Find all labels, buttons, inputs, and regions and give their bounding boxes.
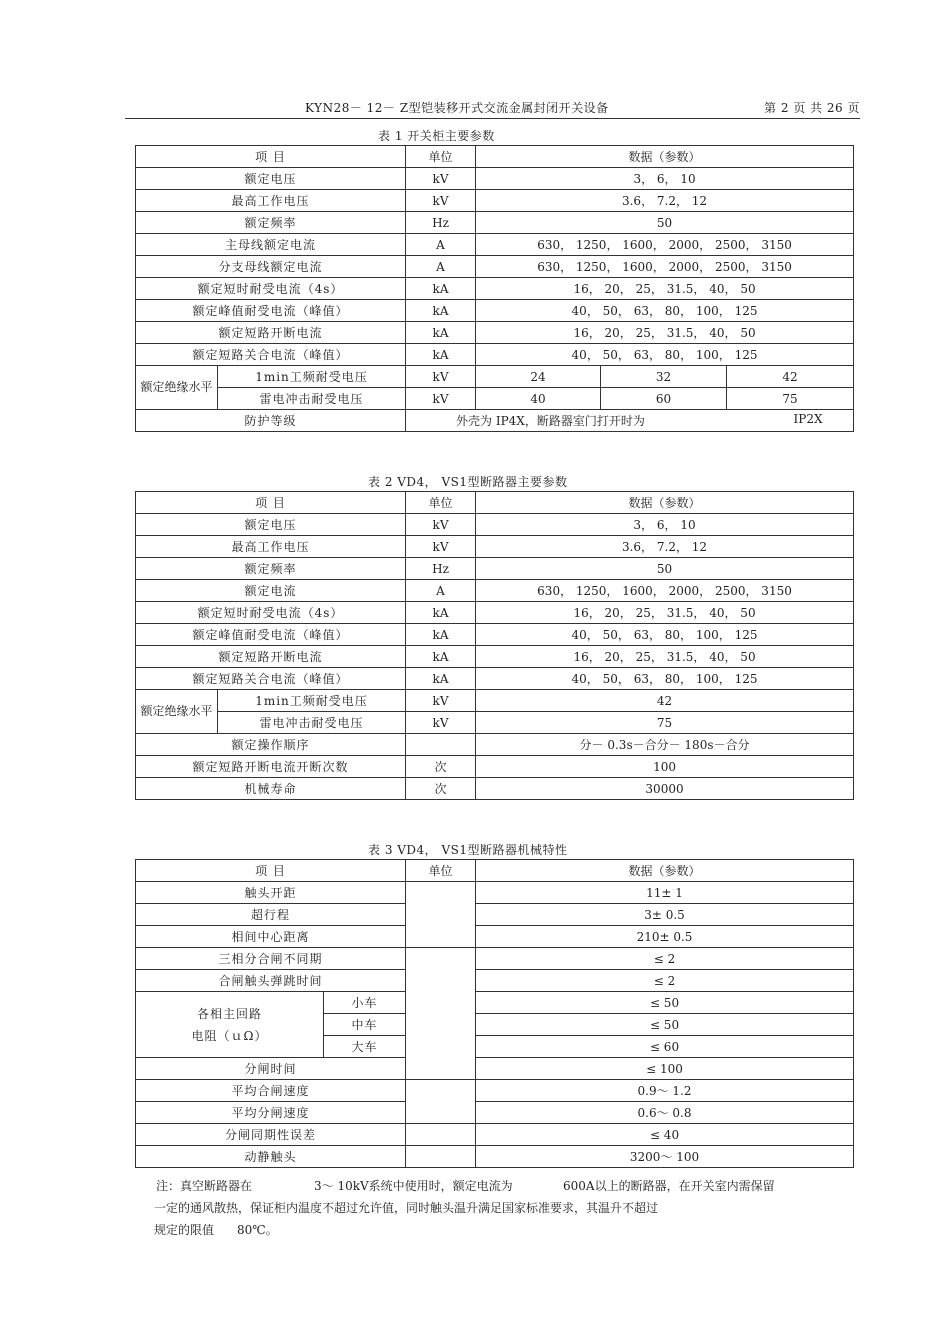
row-value: 40， 50， 63， 80， 100， 125 (476, 668, 854, 690)
row-value: 24 (476, 366, 601, 388)
row-value: 210± 0.5 (476, 926, 854, 948)
header-value: 数据（参数） (476, 492, 854, 514)
row-value: 50 (476, 212, 854, 234)
table-row (136, 580, 854, 602)
table-row (136, 1146, 854, 1168)
row-item: 动静触头 (136, 1146, 406, 1168)
table-header-row (136, 492, 854, 514)
row-value: 40， 50， 63， 80， 100， 125 (476, 300, 854, 322)
note-line-2: 一定的通风散热，保证柜内温度不超过允许值，同时触头温升满足国家标准要求，其温升不超过 (154, 1201, 659, 1215)
header-value: 数据（参数） (476, 146, 854, 168)
row-item: 额定短路关合电流（峰值） (136, 344, 406, 366)
row-value: 40 (476, 388, 601, 410)
header-item: 项 目 (136, 146, 406, 168)
table-row (136, 690, 854, 712)
table-row (136, 778, 854, 800)
row-value: 630， 1250， 1600， 2000， 2500， 3150 (476, 580, 854, 602)
row-unit: kA (406, 300, 476, 322)
row-item: 额定峰值耐受电流（峰值） (136, 624, 406, 646)
row-value: 630， 1250， 1600， 2000， 2500， 3150 (476, 234, 854, 256)
row-value: 0.6～ 0.8 (476, 1102, 854, 1124)
row-value: 30000 (476, 778, 854, 800)
row-value: 16， 20， 25， 31.5， 40， 50 (476, 602, 854, 624)
table2-caption: 表 2 VD4， VS1型断路器主要参数 (368, 475, 568, 489)
row-item: 超行程 (136, 904, 406, 926)
row-unit: kA (406, 278, 476, 300)
table-row (136, 256, 854, 278)
header-item: 项 目 (136, 492, 406, 514)
page-number: 第 2 页 共 26 页 (764, 101, 860, 115)
row-value: ≤ 50 (476, 992, 854, 1014)
row-unit: kA (406, 602, 476, 624)
row-unit (406, 882, 476, 948)
row-value: 3± 0.5 (476, 904, 854, 926)
row-unit: kV (406, 712, 476, 734)
row-unit: kV (406, 168, 476, 190)
row-item: 分支母线额定电流 (136, 256, 406, 278)
row-subitem: 雷电冲击耐受电压 (218, 388, 406, 410)
row-item: 分闸时间 (136, 1058, 406, 1080)
row-item: 防护等级 (136, 410, 406, 432)
row-value: 3.6， 7.2， 12 (476, 190, 854, 212)
row-value: 3200～ 100 (476, 1146, 854, 1168)
row-unit: A (406, 234, 476, 256)
row-item: 额定短时耐受电流（4s） (136, 278, 406, 300)
table-row (136, 1102, 854, 1124)
table-row (136, 734, 854, 756)
row-unit: kV (406, 514, 476, 536)
row-item: 触头开距 (136, 882, 406, 904)
table-row (136, 558, 854, 580)
row-value: 3， 6， 10 (476, 514, 854, 536)
row-value: ≤ 2 (476, 970, 854, 992)
table-row (136, 712, 854, 734)
header-value: 数据（参数） (476, 860, 854, 882)
table-row (136, 514, 854, 536)
row-subitem: 大车 (324, 1036, 406, 1058)
resistance-label-line: 各相主回路 (196, 1006, 262, 1021)
row-item: 平均合闸速度 (136, 1080, 406, 1102)
row-value: 60 (601, 388, 727, 410)
row-item: 最高工作电压 (136, 190, 406, 212)
table-row (136, 234, 854, 256)
table-row (136, 190, 854, 212)
note-line-3a: 规定的限值 (154, 1223, 215, 1237)
table-row (136, 536, 854, 558)
table-row (136, 668, 854, 690)
row-unit: kA (406, 322, 476, 344)
row-unit: 次 (406, 756, 476, 778)
row-value: 3， 6， 10 (476, 168, 854, 190)
row-item: 额定峰值耐受电流（峰值） (136, 300, 406, 322)
row-item: 主母线额定电流 (136, 234, 406, 256)
table-row (136, 1124, 854, 1146)
header-unit: 单位 (406, 860, 476, 882)
row-value: ≤ 60 (476, 1036, 854, 1058)
row-value: 分－ 0.3s－合分－ 180s－合分 (476, 734, 854, 756)
row-value: 100 (476, 756, 854, 778)
row-unit (406, 948, 476, 1080)
row-value: 40， 50， 63， 80， 100， 125 (476, 344, 854, 366)
table-row (136, 926, 854, 948)
row-subitem: 1min工频耐受电压 (218, 366, 406, 388)
document-title: KYN28－ 12－ Z型铠装移开式交流金属封闭开关设备 (305, 101, 609, 115)
table-row (136, 366, 854, 388)
row-item: 机械寿命 (136, 778, 406, 800)
row-unit: kA (406, 646, 476, 668)
table-row (136, 1080, 854, 1102)
row-value: 32 (601, 366, 727, 388)
note-line-1a: 注：真空断路器在 (156, 1179, 253, 1193)
row-value: ≤ 40 (476, 1124, 854, 1146)
table-row (136, 1058, 854, 1080)
row-unit: kA (406, 624, 476, 646)
row-item: 分闸同期性误差 (136, 1124, 406, 1146)
table-row (136, 948, 854, 970)
insulation-group-label: 额定绝缘水平 (136, 366, 218, 410)
note-line-1c: 600A以上的断路器，在开关室内需保留 (563, 1179, 775, 1193)
table-row (136, 278, 854, 300)
row-value: 11± 1 (476, 882, 854, 904)
protection-text: 外壳为 IP4X，断路器室门打开时为 (456, 414, 645, 428)
row-unit: Hz (406, 558, 476, 580)
row-item: 额定短路开断电流 (136, 322, 406, 344)
row-unit: kV (406, 190, 476, 212)
table-row (136, 322, 854, 344)
row-subitem: 中车 (324, 1014, 406, 1036)
row-unit: 次 (406, 778, 476, 800)
table-row (136, 602, 854, 624)
row-value: 42 (727, 366, 854, 388)
row-unit (406, 1146, 476, 1168)
row-value: 630， 1250， 1600， 2000， 2500， 3150 (476, 256, 854, 278)
table-row (136, 992, 854, 1014)
row-subitem: 雷电冲击耐受电压 (218, 712, 406, 734)
row-item: 三相分合闸不同期 (136, 948, 406, 970)
row-item: 额定短时耐受电流（4s） (136, 602, 406, 624)
row-item: 合闸触头弹跳时间 (136, 970, 406, 992)
table-row (136, 212, 854, 234)
row-value: 42 (476, 690, 854, 712)
row-value: 3.6， 7.2， 12 (476, 536, 854, 558)
table1-caption: 表 1 开关柜主要参数 (378, 129, 495, 143)
row-item: 额定短路开断电流 (136, 646, 406, 668)
row-unit (406, 734, 476, 756)
resistance-label-line: 电阻（ｕΩ） (191, 1028, 268, 1043)
row-unit: Hz (406, 212, 476, 234)
table-row (136, 300, 854, 322)
row-value: ≤ 100 (476, 1058, 854, 1080)
row-value: 16， 20， 25， 31.5， 40， 50 (476, 646, 854, 668)
row-value: ≤ 50 (476, 1014, 854, 1036)
row-unit: A (406, 580, 476, 602)
table3-caption: 表 3 VD4， VS1型断路器机械特性 (368, 843, 568, 857)
table-row (136, 344, 854, 366)
row-item: 额定频率 (136, 558, 406, 580)
table-header-row (136, 860, 854, 882)
row-value: 16， 20， 25， 31.5， 40， 50 (476, 322, 854, 344)
note-line-1b: 3～ 10kV系统中使用时，额定电流为 (314, 1179, 513, 1193)
row-value: 75 (727, 388, 854, 410)
table-row (136, 882, 854, 904)
table-row (136, 756, 854, 778)
row-item: 最高工作电压 (136, 536, 406, 558)
header-unit: 单位 (406, 492, 476, 514)
row-unit: A (406, 256, 476, 278)
protection-value (406, 410, 854, 432)
table3 (135, 859, 854, 1168)
row-item: 额定短路开断电流开断次数 (136, 756, 406, 778)
resistance-group-label (136, 992, 324, 1058)
table2 (135, 491, 854, 800)
table1 (135, 145, 854, 432)
header-item: 项 目 (136, 860, 406, 882)
header-unit: 单位 (406, 146, 476, 168)
protection-tail: IP2X (793, 412, 823, 426)
row-value: 50 (476, 558, 854, 580)
row-unit: kV (406, 366, 476, 388)
row-unit: kA (406, 668, 476, 690)
row-item: 相间中心距离 (136, 926, 406, 948)
row-item: 额定短路关合电流（峰值） (136, 668, 406, 690)
row-value: 16， 20， 25， 31.5， 40， 50 (476, 278, 854, 300)
row-item: 额定操作顺序 (136, 734, 406, 756)
row-unit: kV (406, 690, 476, 712)
row-item: 额定电流 (136, 580, 406, 602)
table-row (136, 970, 854, 992)
row-unit: kA (406, 344, 476, 366)
row-item: 额定电压 (136, 168, 406, 190)
table-row (136, 410, 854, 432)
table-row (136, 168, 854, 190)
row-value: 0.9～ 1.2 (476, 1080, 854, 1102)
page-header (125, 98, 860, 119)
note-line-3b: 80℃。 (237, 1223, 278, 1237)
table-header-row (136, 146, 854, 168)
insulation-group-label: 额定绝缘水平 (136, 690, 218, 734)
row-item: 额定频率 (136, 212, 406, 234)
row-unit: kV (406, 536, 476, 558)
row-subitem: 1min工频耐受电压 (218, 690, 406, 712)
row-value: 40， 50， 63， 80， 100， 125 (476, 624, 854, 646)
table-row (136, 646, 854, 668)
row-value: ≤ 2 (476, 948, 854, 970)
row-subitem: 小车 (324, 992, 406, 1014)
row-value: 75 (476, 712, 854, 734)
table-row (136, 388, 854, 410)
row-unit (406, 1124, 476, 1146)
row-item: 平均分闸速度 (136, 1102, 406, 1124)
row-unit: kV (406, 388, 476, 410)
row-item: 额定电压 (136, 514, 406, 536)
row-unit (406, 1080, 476, 1124)
table-row (136, 624, 854, 646)
table-row (136, 904, 854, 926)
